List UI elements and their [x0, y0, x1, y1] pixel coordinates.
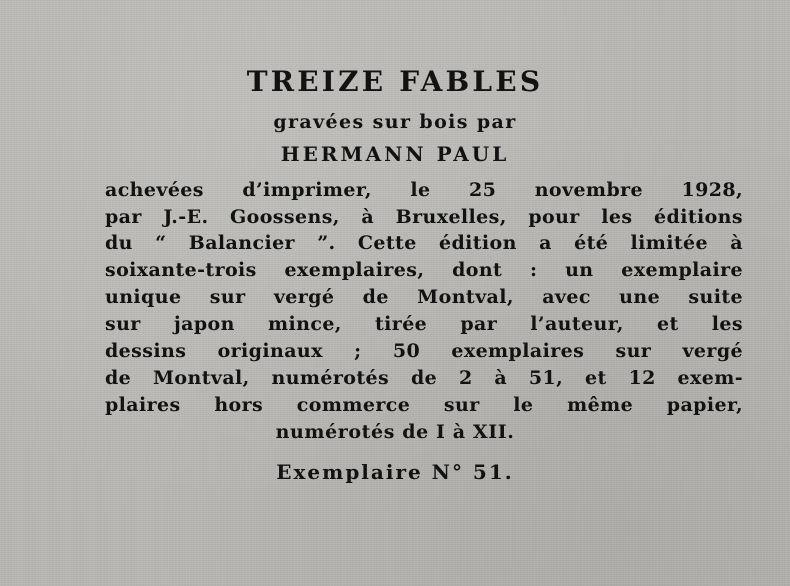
book-title: TREIZE FABLES [246, 65, 544, 98]
colophon-line: unique sur vergé de Montval, avec une suite [105, 286, 743, 308]
colophon-line: du “ Balancier ”. Cette édition a été limitée à [105, 232, 743, 254]
artist-name: HERMANN PAUL [280, 142, 510, 166]
copy-number: Exemplaire N° 51. [276, 460, 514, 484]
colophon-final-line: numérotés de I à XII. [275, 421, 515, 443]
book-subtitle: gravées sur bois par [273, 111, 517, 133]
colophon-line: par J.-E. Goossens, à Bruxelles, pour les éditions [105, 206, 743, 228]
colophon-line: soixante-trois exemplaires, dont : un exemplaire [105, 259, 743, 281]
colophon-line: dessins originaux ; 50 exemplaires sur vergé [105, 340, 743, 362]
colophon-line: sur japon mince, tirée par l’auteur, et les [105, 313, 743, 335]
colophon-line: achevées d’imprimer, le 25 novembre 1928, [105, 179, 743, 201]
colophon-line: plaires hors commerce sur le même papier, [105, 394, 743, 416]
colophon-line: de Montval, numérotés de 2 à 51, et 12 exem- [105, 367, 743, 389]
